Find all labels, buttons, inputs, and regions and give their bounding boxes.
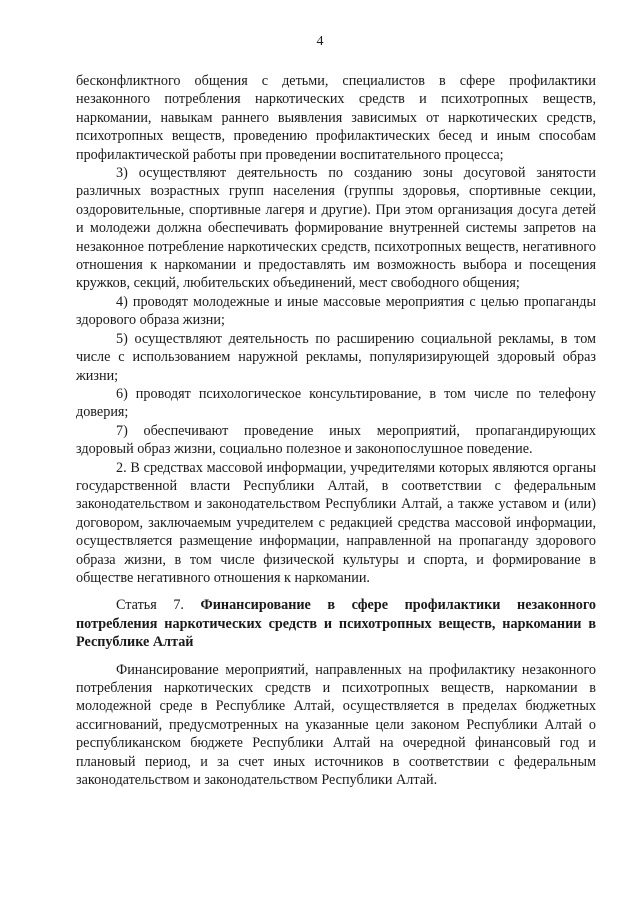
list-item-3: 3) осуществляют деятельность по созданию зоны досуговой занятости различных возрастных групп населения (группы здоровья, спортивные секции, оздоровительные, спортивные лагеря и другие). При этом организация досуга детей и молодежи должна обеспечивать формирование внутренней системы запретов на незаконное потребление наркотических средств, психотропных веществ, негативного отношения к наркомании и предоставлять им возможность выбора и посещения кружков, секций, любительских объединений, мест свободного общения; xyxy=(76,165,596,292)
document-body xyxy=(76,72,596,789)
article-heading xyxy=(76,596,596,651)
article-text: Финансирование мероприятий, направленных на профилактику незаконного потребления наркотических средств и психотропных веществ, наркомании в молодежной среде в Республике Алтай, осуществляется в пределах бюджетных ассигнований, предусмотренных на указанные цели законом Республики Алтай о республиканском бюджете Республики Алтай на очередной финансовый год и плановый период, и за счет иных источников в соответствии с федеральным законодательством и законодательством Республики Алтай. xyxy=(76,661,596,789)
page-number: 4 xyxy=(316,34,324,49)
list-item-5: 5) осуществляют деятельность по расширению социальной рекламы, в том числе с использованием наружной рекламы, популяризирующей здоровый образ жизни; xyxy=(76,330,596,384)
article-title: Финансирование в сфере профилактики незаконного потребления наркотических средств и психотропных веществ, наркомании в Республике Алтай xyxy=(76,597,596,651)
list-item-7: 7) обеспечивают проведение иных мероприятий, пропагандирующих здоровый образ жизни, социально полезное и законопослушное поведение. xyxy=(76,422,596,458)
list-item-4: 4) проводят молодежные и иные массовые мероприятия с целью пропаганды здорового образа жизни; xyxy=(76,293,596,329)
list-item-6: 6) проводят психологическое консультирование, в том числе по телефону доверия; xyxy=(76,385,596,421)
clause-2: 2. В средствах массовой информации, учредителями которых являются органы государственной власти Республики Алтай, в соответствии с федеральным законодательством и законодательством Республики Алтай, а также уставом и (или) договором, заключаемым учредителем с редакцией средства массовой информации, осуществляется размещение информации, направленной на пропаганду здорового образа жизни, в том числе физической культуры и спорта, и формирование в обществе негативного отношения к наркомании. xyxy=(76,459,596,586)
paragraph-continuation: бесконфликтного общения с детьми, специалистов в сфере профилактики незаконного потребления наркотических средств и психотропных веществ, наркомании, навыкам раннего выявления зависимых от наркотических средств, психотропных веществ, проведению профилактических бесед и иным способам профилактической работы при проведении воспитательного процесса; xyxy=(76,73,596,163)
article-label: Статья 7. xyxy=(116,597,184,614)
